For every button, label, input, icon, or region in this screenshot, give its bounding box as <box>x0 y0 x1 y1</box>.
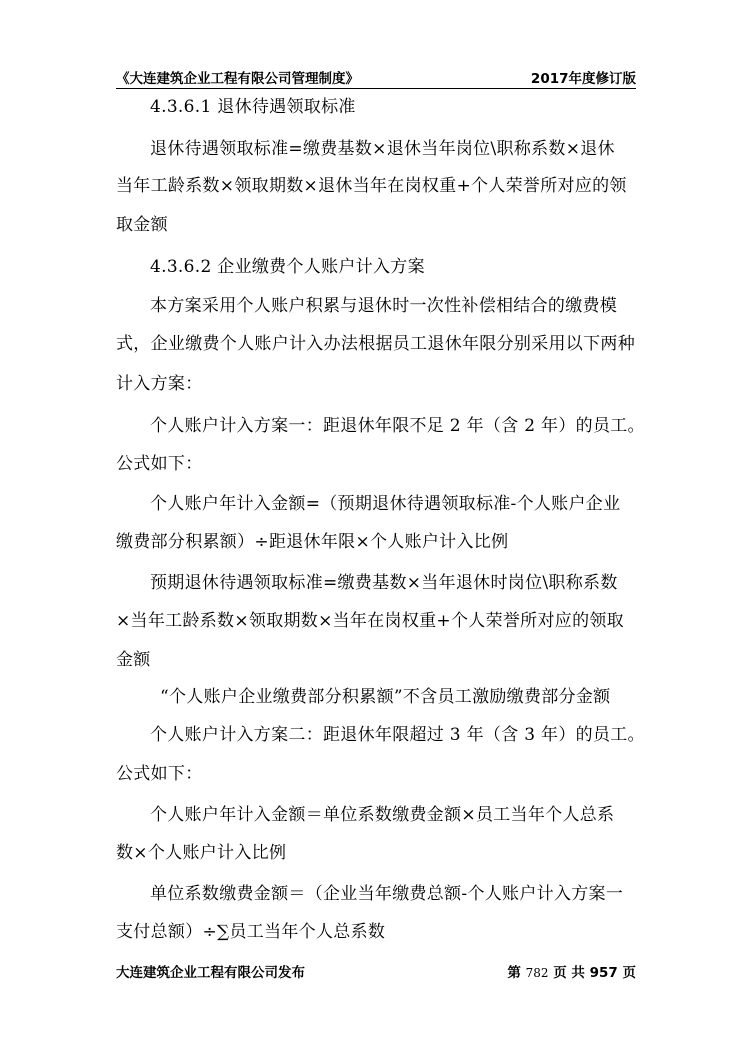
paragraph-line: 式，企业缴费个人账户计入办法根据员工退休年限分别采用以下两种 <box>116 334 635 354</box>
paragraph-line: 个人账户计入方案一：距退休年限不足 2 年（含 2 年）的员工。 <box>150 416 645 436</box>
paragraph-line: 当年工龄系数×领取期数×退休当年在岗权重+个人荣誉所对应的领 <box>116 176 627 196</box>
formula-line: 个人账户年计入金额＝单位系数缴费金额×员工当年个人总系 <box>150 805 615 825</box>
header-version: 2017年度修订版 <box>530 71 636 87</box>
formula-line: 金额 <box>116 650 151 670</box>
formula-line: 单位系数缴费金额＝（企业当年缴费总额-个人账户计入方案一 <box>150 884 624 904</box>
formula-line: 数×个人账户计入比例 <box>116 843 287 863</box>
formula-line: ×当年工龄系数×领取期数×当年在岗权重+个人荣誉所对应的领取 <box>116 611 624 631</box>
paragraph-line: 本方案采用个人账户积累与退休时一次性补偿相结合的缴费模 <box>150 296 618 316</box>
paragraph-line: 公式如下： <box>116 764 203 784</box>
formula-line: 预期退休待遇领取标准=缴费基数×当年退休时岗位\职称系数 <box>150 573 618 593</box>
page-suffix: 页 <box>622 965 636 981</box>
page-footer <box>116 958 636 980</box>
page-header <box>116 64 636 89</box>
footer-publisher: 大连建筑企业工程有限公司发布 <box>116 965 305 981</box>
section-heading-4-3-6-1: 4.3.6.1 退休待遇领取标准 <box>150 97 356 117</box>
page-number <box>507 961 636 981</box>
paragraph-line: 退休待遇领取标准=缴费基数×退休当年岗位\职称系数×退休 <box>150 139 615 159</box>
note-line: “个人账户企业缴费部分积累额”不含员工激励缴费部分金额 <box>160 687 611 707</box>
page-prefix: 第 <box>507 965 521 981</box>
header-title: 《大连建筑企业工程有限公司管理制度》 <box>116 71 359 87</box>
page-current: 782 <box>525 966 549 980</box>
page-mid: 页 共 <box>553 965 585 981</box>
paragraph-line: 取金额 <box>116 215 168 235</box>
page-total: 957 <box>589 965 618 981</box>
paragraph-line: 计入方案： <box>116 374 203 394</box>
formula-line: 支付总额）÷∑员工当年个人总系数 <box>116 922 386 942</box>
formula-line: 个人账户年计入金额=（预期退休待遇领取标准-个人账户企业 <box>150 494 621 514</box>
section-heading-4-3-6-2: 4.3.6.2 企业缴费个人账户计入方案 <box>150 257 425 277</box>
paragraph-line: 个人账户计入方案二：距退休年限超过 3 年（含 3 年）的员工。 <box>150 725 645 745</box>
paragraph-line: 公式如下： <box>116 454 203 474</box>
formula-line: 缴费部分积累额）÷距退休年限×个人账户计入比例 <box>116 532 509 552</box>
